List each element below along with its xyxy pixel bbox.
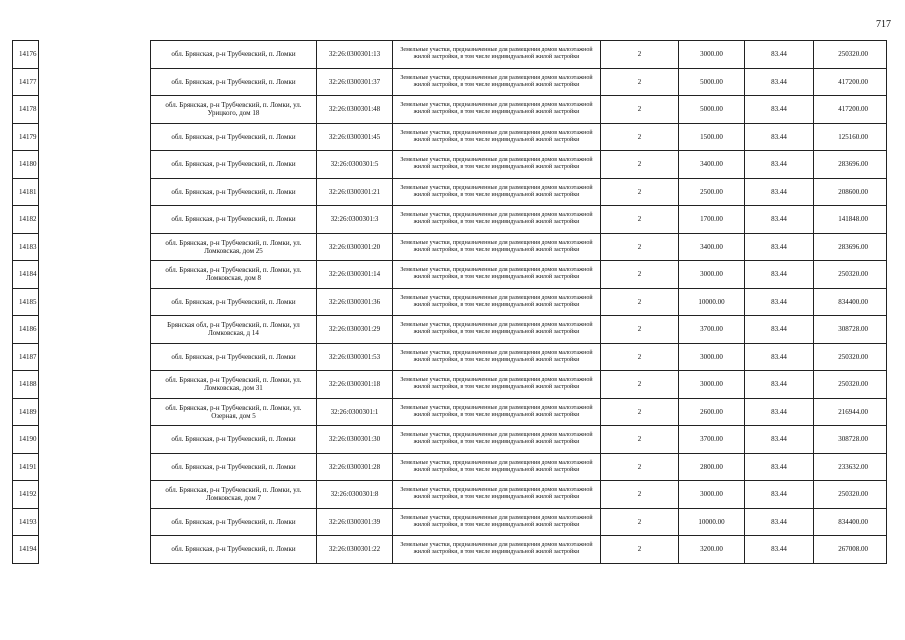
area-cell: 1500.00 <box>679 123 745 151</box>
unit-value-cell: 83.44 <box>745 261 814 289</box>
row-number-cell: 14187 <box>13 343 39 371</box>
row-number-cell: 14192 <box>13 481 39 509</box>
land-use-cell: Земельные участки, предназначенные для размещения домов малоэтажной жилой застройки, в том числе индивидуальной жилой застройки <box>393 398 601 426</box>
cadastral-number-cell: 32:26:0300301:29 <box>317 316 393 344</box>
area-cell: 3700.00 <box>679 426 745 454</box>
spacer-cell <box>39 206 151 234</box>
spacer-cell <box>39 288 151 316</box>
table-row <box>13 371 887 399</box>
table-row <box>13 536 887 564</box>
address-cell: обл. Брянская, р-н Трубчевский, п. Ломки <box>151 151 317 179</box>
spacer-cell <box>39 96 151 124</box>
unit-value-cell: 83.44 <box>745 426 814 454</box>
row-number-cell: 14189 <box>13 398 39 426</box>
land-use-cell: Земельные участки, предназначенные для размещения домов малоэтажной жилой застройки, в том числе индивидуальной жилой застройки <box>393 481 601 509</box>
area-cell: 2600.00 <box>679 398 745 426</box>
table-row <box>13 96 887 124</box>
unit-value-cell: 83.44 <box>745 371 814 399</box>
land-use-cell: Земельные участки, предназначенные для размещения домов малоэтажной жилой застройки, в том числе индивидуальной жилой застройки <box>393 343 601 371</box>
table-row <box>13 123 887 151</box>
spacer-cell <box>39 316 151 344</box>
category-code-cell: 2 <box>601 206 679 234</box>
cadastral-number-cell: 32:26:0300301:37 <box>317 68 393 96</box>
unit-value-cell: 83.44 <box>745 508 814 536</box>
cadastral-number-cell: 32:26:0300301:14 <box>317 261 393 289</box>
cadastral-number-cell: 32:26:0300301:48 <box>317 96 393 124</box>
land-use-cell: Земельные участки, предназначенные для размещения домов малоэтажной жилой застройки, в том числе индивидуальной жилой застройки <box>393 151 601 179</box>
cadastral-value-cell: 208600.00 <box>814 178 887 206</box>
spacer-cell <box>39 453 151 481</box>
land-registry-table <box>12 40 887 564</box>
land-use-cell: Земельные участки, предназначенные для размещения домов малоэтажной жилой застройки, в том числе индивидуальной жилой застройки <box>393 536 601 564</box>
unit-value-cell: 83.44 <box>745 68 814 96</box>
area-cell: 2800.00 <box>679 453 745 481</box>
table-row <box>13 508 887 536</box>
area-cell: 1700.00 <box>679 206 745 234</box>
cadastral-value-cell: 283696.00 <box>814 233 887 261</box>
area-cell: 5000.00 <box>679 68 745 96</box>
row-number-cell: 14179 <box>13 123 39 151</box>
category-code-cell: 2 <box>601 481 679 509</box>
category-code-cell: 2 <box>601 178 679 206</box>
table-row <box>13 316 887 344</box>
cadastral-value-cell: 250320.00 <box>814 261 887 289</box>
land-use-cell: Земельные участки, предназначенные для размещения домов малоэтажной жилой застройки, в том числе индивидуальной жилой застройки <box>393 123 601 151</box>
table-row <box>13 151 887 179</box>
spacer-cell <box>39 426 151 454</box>
cadastral-value-cell: 308728.00 <box>814 426 887 454</box>
category-code-cell: 2 <box>601 41 679 69</box>
category-code-cell: 2 <box>601 261 679 289</box>
cadastral-value-cell: 250320.00 <box>814 343 887 371</box>
land-use-cell: Земельные участки, предназначенные для размещения домов малоэтажной жилой застройки, в том числе индивидуальной жилой застройки <box>393 261 601 289</box>
area-cell: 10000.00 <box>679 508 745 536</box>
address-cell: обл. Брянская, р-н Трубчевский, п. Ломки, ул. Ломковская, дом 31 <box>151 371 317 399</box>
row-number-cell: 14194 <box>13 536 39 564</box>
row-number-cell: 14183 <box>13 233 39 261</box>
address-cell: обл. Брянская, р-н Трубчевский, п. Ломки <box>151 123 317 151</box>
page-number: 717 <box>876 19 891 30</box>
table-row <box>13 261 887 289</box>
row-number-cell: 14186 <box>13 316 39 344</box>
unit-value-cell: 83.44 <box>745 206 814 234</box>
category-code-cell: 2 <box>601 371 679 399</box>
row-number-cell: 14188 <box>13 371 39 399</box>
table-row <box>13 426 887 454</box>
area-cell: 3200.00 <box>679 536 745 564</box>
address-cell: обл. Брянская, р-н Трубчевский, п. Ломки <box>151 41 317 69</box>
cadastral-value-cell: 267008.00 <box>814 536 887 564</box>
cadastral-value-cell: 283696.00 <box>814 151 887 179</box>
table-row <box>13 233 887 261</box>
spacer-cell <box>39 371 151 399</box>
address-cell: Брянская обл, р-н Трубчевский, п. Ломки, ул Ломковская, д 14 <box>151 316 317 344</box>
unit-value-cell: 83.44 <box>745 96 814 124</box>
row-number-cell: 14176 <box>13 41 39 69</box>
spacer-cell <box>39 481 151 509</box>
row-number-cell: 14185 <box>13 288 39 316</box>
area-cell: 2500.00 <box>679 178 745 206</box>
category-code-cell: 2 <box>601 233 679 261</box>
area-cell: 3000.00 <box>679 343 745 371</box>
address-cell: обл. Брянская, р-н Трубчевский, п. Ломки <box>151 536 317 564</box>
row-number-cell: 14191 <box>13 453 39 481</box>
cadastral-value-cell: 250320.00 <box>814 41 887 69</box>
cadastral-number-cell: 32:26:0300301:30 <box>317 426 393 454</box>
row-number-cell: 14178 <box>13 96 39 124</box>
unit-value-cell: 83.44 <box>745 151 814 179</box>
table-row <box>13 206 887 234</box>
table-row <box>13 68 887 96</box>
area-cell: 3400.00 <box>679 233 745 261</box>
cadastral-number-cell: 32:26:0300301:8 <box>317 481 393 509</box>
land-use-cell: Земельные участки, предназначенные для размещения домов малоэтажной жилой застройки, в том числе индивидуальной жилой застройки <box>393 316 601 344</box>
cadastral-number-cell: 32:26:0300301:3 <box>317 206 393 234</box>
address-cell: обл. Брянская, р-н Трубчевский, п. Ломки <box>151 68 317 96</box>
row-number-cell: 14177 <box>13 68 39 96</box>
spacer-cell <box>39 233 151 261</box>
unit-value-cell: 83.44 <box>745 41 814 69</box>
land-use-cell: Земельные участки, предназначенные для размещения домов малоэтажной жилой застройки, в том числе индивидуальной жилой застройки <box>393 371 601 399</box>
category-code-cell: 2 <box>601 316 679 344</box>
area-cell: 10000.00 <box>679 288 745 316</box>
cadastral-value-cell: 250320.00 <box>814 481 887 509</box>
category-code-cell: 2 <box>601 68 679 96</box>
address-cell: обл. Брянская, р-н Трубчевский, п. Ломки, ул. Ломковская, дом 8 <box>151 261 317 289</box>
cadastral-value-cell: 141848.00 <box>814 206 887 234</box>
address-cell: обл. Брянская, р-н Трубчевский, п. Ломки <box>151 343 317 371</box>
cadastral-number-cell: 32:26:0300301:5 <box>317 151 393 179</box>
cadastral-value-cell: 417200.00 <box>814 68 887 96</box>
cadastral-number-cell: 32:26:0300301:53 <box>317 343 393 371</box>
cadastral-number-cell: 32:26:0300301:18 <box>317 371 393 399</box>
cadastral-value-cell: 417200.00 <box>814 96 887 124</box>
address-cell: обл. Брянская, р-н Трубчевский, п. Ломки, ул. Ломковская, дом 7 <box>151 481 317 509</box>
spacer-cell <box>39 261 151 289</box>
spacer-cell <box>39 178 151 206</box>
category-code-cell: 2 <box>601 96 679 124</box>
unit-value-cell: 83.44 <box>745 453 814 481</box>
table-row <box>13 453 887 481</box>
address-cell: обл. Брянская, р-н Трубчевский, п. Ломки <box>151 178 317 206</box>
unit-value-cell: 83.44 <box>745 481 814 509</box>
table-row <box>13 178 887 206</box>
cadastral-value-cell: 125160.00 <box>814 123 887 151</box>
category-code-cell: 2 <box>601 536 679 564</box>
address-cell: обл. Брянская, р-н Трубчевский, п. Ломки <box>151 426 317 454</box>
land-use-cell: Земельные участки, предназначенные для размещения домов малоэтажной жилой застройки, в том числе индивидуальной жилой застройки <box>393 68 601 96</box>
area-cell: 3400.00 <box>679 151 745 179</box>
row-number-cell: 14190 <box>13 426 39 454</box>
cadastral-number-cell: 32:26:0300301:22 <box>317 536 393 564</box>
category-code-cell: 2 <box>601 398 679 426</box>
cadastral-value-cell: 308728.00 <box>814 316 887 344</box>
address-cell: обл. Брянская, р-н Трубчевский, п. Ломки, ул. Ломковская, дом 25 <box>151 233 317 261</box>
land-use-cell: Земельные участки, предназначенные для размещения домов малоэтажной жилой застройки, в том числе индивидуальной жилой застройки <box>393 233 601 261</box>
address-cell: обл. Брянская, р-н Трубчевский, п. Ломки <box>151 288 317 316</box>
cadastral-value-cell: 233632.00 <box>814 453 887 481</box>
land-use-cell: Земельные участки, предназначенные для размещения домов малоэтажной жилой застройки, в том числе индивидуальной жилой застройки <box>393 178 601 206</box>
land-use-cell: Земельные участки, предназначенные для размещения домов малоэтажной жилой застройки, в том числе индивидуальной жилой застройки <box>393 453 601 481</box>
spacer-cell <box>39 41 151 69</box>
table-row <box>13 481 887 509</box>
address-cell: обл. Брянская, р-н Трубчевский, п. Ломки, ул. Урицкого, дом 18 <box>151 96 317 124</box>
land-use-cell: Земельные участки, предназначенные для размещения домов малоэтажной жилой застройки, в том числе индивидуальной жилой застройки <box>393 508 601 536</box>
cadastral-number-cell: 32:26:0300301:28 <box>317 453 393 481</box>
spacer-cell <box>39 536 151 564</box>
unit-value-cell: 83.44 <box>745 398 814 426</box>
row-number-cell: 14182 <box>13 206 39 234</box>
land-use-cell: Земельные участки, предназначенные для размещения домов малоэтажной жилой застройки, в том числе индивидуальной жилой застройки <box>393 41 601 69</box>
row-number-cell: 14184 <box>13 261 39 289</box>
spacer-cell <box>39 68 151 96</box>
cadastral-number-cell: 32:26:0300301:39 <box>317 508 393 536</box>
land-use-cell: Земельные участки, предназначенные для размещения домов малоэтажной жилой застройки, в том числе индивидуальной жилой застройки <box>393 206 601 234</box>
address-cell: обл. Брянская, р-н Трубчевский, п. Ломки <box>151 453 317 481</box>
cadastral-value-cell: 834400.00 <box>814 508 887 536</box>
land-use-cell: Земельные участки, предназначенные для размещения домов малоэтажной жилой застройки, в том числе индивидуальной жилой застройки <box>393 288 601 316</box>
category-code-cell: 2 <box>601 343 679 371</box>
unit-value-cell: 83.44 <box>745 178 814 206</box>
row-number-cell: 14181 <box>13 178 39 206</box>
unit-value-cell: 83.44 <box>745 288 814 316</box>
row-number-cell: 14180 <box>13 151 39 179</box>
unit-value-cell: 83.44 <box>745 536 814 564</box>
row-number-cell: 14193 <box>13 508 39 536</box>
spacer-cell <box>39 123 151 151</box>
cadastral-number-cell: 32:26:0300301:36 <box>317 288 393 316</box>
address-cell: обл. Брянская, р-н Трубчевский, п. Ломки <box>151 508 317 536</box>
cadastral-number-cell: 32:26:0300301:45 <box>317 123 393 151</box>
category-code-cell: 2 <box>601 288 679 316</box>
category-code-cell: 2 <box>601 151 679 179</box>
unit-value-cell: 83.44 <box>745 343 814 371</box>
cadastral-value-cell: 250320.00 <box>814 371 887 399</box>
spacer-cell <box>39 508 151 536</box>
land-use-cell: Земельные участки, предназначенные для размещения домов малоэтажной жилой застройки, в том числе индивидуальной жилой застройки <box>393 96 601 124</box>
category-code-cell: 2 <box>601 123 679 151</box>
spacer-cell <box>39 343 151 371</box>
unit-value-cell: 83.44 <box>745 316 814 344</box>
cadastral-number-cell: 32:26:0300301:20 <box>317 233 393 261</box>
address-cell: обл. Брянская, р-н Трубчевский, п. Ломки <box>151 206 317 234</box>
cadastral-number-cell: 32:26:0300301:1 <box>317 398 393 426</box>
area-cell: 5000.00 <box>679 96 745 124</box>
table-row <box>13 398 887 426</box>
area-cell: 3000.00 <box>679 481 745 509</box>
table-row <box>13 343 887 371</box>
category-code-cell: 2 <box>601 426 679 454</box>
table-row <box>13 41 887 69</box>
cadastral-value-cell: 834400.00 <box>814 288 887 316</box>
cadastral-number-cell: 32:26:0300301:21 <box>317 178 393 206</box>
area-cell: 3000.00 <box>679 261 745 289</box>
spacer-cell <box>39 151 151 179</box>
unit-value-cell: 83.44 <box>745 123 814 151</box>
cadastral-value-cell: 216944.00 <box>814 398 887 426</box>
cadastral-number-cell: 32:26:0300301:13 <box>317 41 393 69</box>
land-use-cell: Земельные участки, предназначенные для размещения домов малоэтажной жилой застройки, в том числе индивидуальной жилой застройки <box>393 426 601 454</box>
category-code-cell: 2 <box>601 453 679 481</box>
registry-body <box>13 41 887 564</box>
table-row <box>13 288 887 316</box>
address-cell: обл. Брянская, р-н Трубчевский, п. Ломки, ул. Озерная, дом 5 <box>151 398 317 426</box>
spacer-cell <box>39 398 151 426</box>
area-cell: 3000.00 <box>679 41 745 69</box>
unit-value-cell: 83.44 <box>745 233 814 261</box>
area-cell: 3000.00 <box>679 371 745 399</box>
area-cell: 3700.00 <box>679 316 745 344</box>
category-code-cell: 2 <box>601 508 679 536</box>
